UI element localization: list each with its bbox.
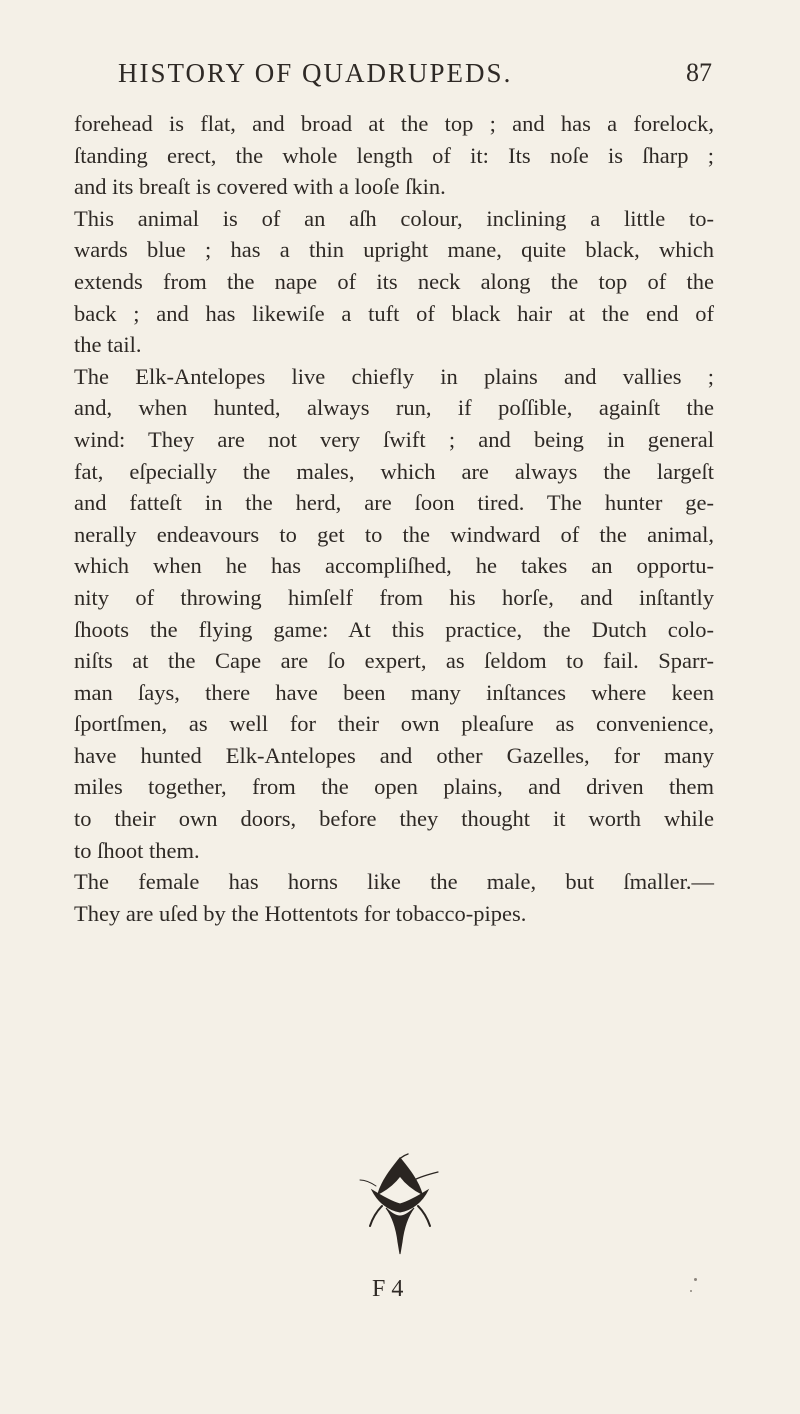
ink-speck	[690, 1290, 692, 1292]
text-line: ſportſmen, as well for their own pleaſure as convenience,	[74, 711, 714, 737]
text-line: ſtanding erect, the whole length of it: Its noſe is ſharp ;	[74, 142, 714, 168]
page-number: 87	[686, 58, 712, 87]
text-line: to their own doors, before they thought it worth while	[74, 806, 714, 832]
text-line: miles together, from the open plains, and driven them	[74, 774, 714, 800]
text-line: man ſays, there have been many inſtances where keen	[74, 679, 714, 705]
page-header	[0, 58, 800, 98]
ink-speck	[694, 1278, 697, 1281]
text-line: and, when hunted, always run, if poſſible, againſt the	[74, 395, 714, 421]
text-line: and fatteſt in the herd, are ſoon tired. The hunter ge-	[74, 490, 714, 516]
text-line: forehead is flat, and broad at the top ; and has a forelock,	[74, 111, 714, 136]
text-line: nity of throwing himſelf from his horſe, and inſtantly	[74, 584, 714, 610]
text-line: nerally endeavours to get to the windward of the animal,	[74, 521, 714, 547]
text-line: wards blue ; has a thin upright mane, quite black, which	[74, 237, 714, 263]
text-line: niſts at the Cape are ſo expert, as ſeldom to fail. Sparr-	[74, 648, 714, 674]
text-line: wind: They are not very ſwift ; and being in general	[74, 426, 714, 452]
text-line: back ; and has likewiſe a tuft of black hair at the end of	[74, 300, 714, 326]
body-text	[74, 108, 714, 929]
text-line: to ſhoot them.	[74, 837, 200, 863]
text-line: fat, eſpecially the males, which are always the largeſt	[74, 458, 714, 484]
feather-vignette-icon	[352, 1150, 448, 1260]
text-line: ſhoots the flying game: At this practice, the Dutch colo-	[74, 616, 714, 642]
text-line: the tail.	[74, 332, 142, 358]
text-line: They are uſed by the Hottentots for tobacco-pipes.	[74, 900, 527, 926]
text-line: extends from the nape of its neck along the top of the	[74, 268, 714, 294]
running-title: HISTORY OF QUADRUPEDS.	[118, 58, 513, 88]
signature-mark: F 4	[372, 1276, 404, 1302]
text-line: which when he has accompliſhed, he takes an opportu-	[74, 553, 714, 579]
text-line: This animal is of an aſh colour, inclining a little to-	[74, 205, 714, 231]
text-line: have hunted Elk-Antelopes and other Gazelles, for many	[74, 742, 714, 768]
text-line: The Elk-Antelopes live chiefly in plains and vallies ;	[74, 363, 714, 389]
text-line: The female has horns like the male, but ſmaller.—	[74, 869, 714, 895]
text-line: and its breaſt is covered with a looſe ſkin.	[74, 174, 446, 200]
